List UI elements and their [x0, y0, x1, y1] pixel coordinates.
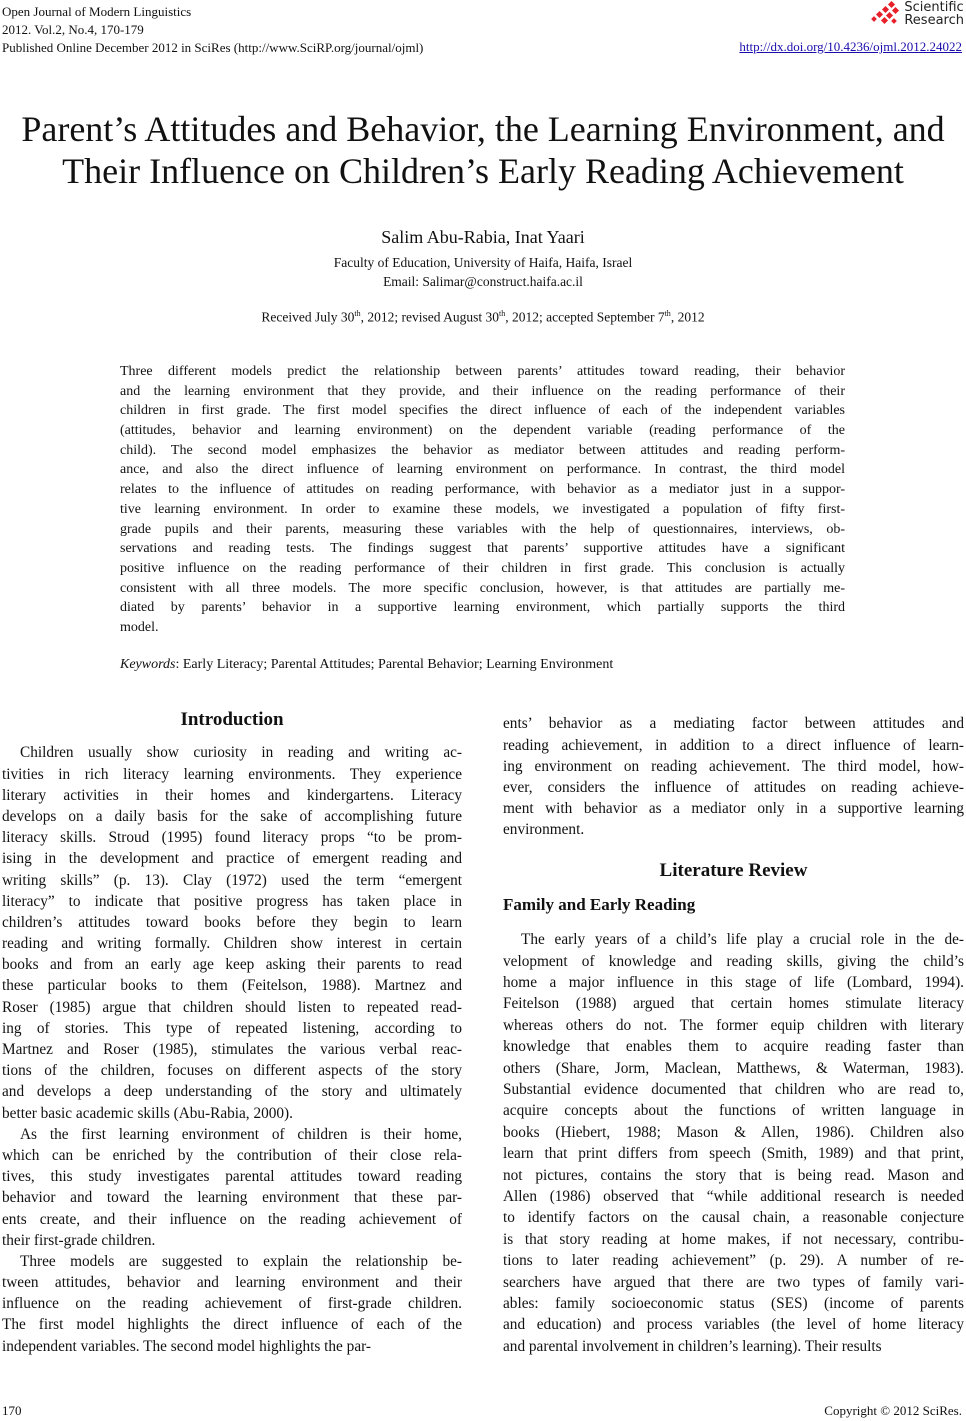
text-line: relates to the influence of attitudes on reading performance, with behavior as a mediator just in a suppor-: [120, 482, 845, 498]
copyright: Copyright © 2012 SciRes.: [824, 1403, 962, 1418]
text-line: ance, and also the direct influence of learning environment on performance. In contrast, the third model: [120, 462, 845, 478]
logo-text: Scientific Research: [904, 0, 964, 28]
text-line: ever, considers the influence of attitudes on reading achieve-: [503, 778, 964, 796]
text-line: their first-grade children.: [2, 1231, 156, 1249]
journal-name: Open Journal of Modern Linguistics: [2, 4, 192, 19]
paper-title: Parent’s Attitudes and Behavior, the Learning Environment, and Their Influence on Children’s Early Reading Achievement: [21, 109, 945, 191]
text-line: Roser (1985) argue that children should listen to repeated read-: [2, 998, 462, 1016]
text-line: velopment of knowledge and reading skills, giving the child’s: [503, 952, 964, 970]
text-line: literacy” to indicate that positive progress has taken place in: [2, 892, 462, 910]
doi-link[interactable]: http://dx.doi.org/10.4236/ojml.2012.24022: [739, 39, 962, 54]
text-line: reading achievement, in addition to a direct influence of learn-: [503, 736, 964, 754]
journal-volume: 2012. Vol.2, No.4, 170-179: [2, 22, 144, 37]
text-line: books and from an early age keep asking their parents to read: [2, 956, 462, 974]
text-line: ents’ behavior as a mediating factor between attitudes and: [503, 715, 964, 733]
text-line: ents create, and their influence on the reading achievement of: [2, 1210, 462, 1228]
text-line: ing environment on reading achievement. The third model, how-: [503, 757, 964, 775]
text-line: influence on the reading achievement of first-grade children.: [2, 1295, 462, 1313]
text-line: tivities in rich literacy learning environments. They experience: [2, 765, 462, 783]
page-number: 170: [2, 1403, 22, 1418]
received-dates: Received July 30th, 2012; revised August 30th, 2012; accepted September 7th, 2012: [261, 309, 705, 325]
text-line: independent variables. The second model highlights the par-: [2, 1337, 371, 1355]
text-line: acquire concepts about the functions of written language in: [503, 1102, 964, 1120]
diamond-cluster-icon: [871, 1, 901, 27]
text-line: learn that print differs from speech (Smith, 1989) and that print,: [503, 1145, 964, 1163]
journal-header: [2, 3, 423, 57]
text-line: and the learning environment that they provide, and their influence on the reading performance of their: [120, 383, 845, 399]
text-line: whereas others do not. The former equip children with literary: [503, 1016, 964, 1034]
text-line: Three models are suggested to explain the relationship be-: [20, 1252, 462, 1270]
text-line: and develops a deep understanding of the story and ultimately: [2, 1083, 462, 1101]
published-info: Published Online December 2012 in SciRes (http://www.SciRP.org/journal/ojml): [2, 40, 424, 55]
text-line: (attitudes, behavior and learning environment) on the dependent variable (reading performance of the: [120, 423, 845, 439]
text-line: better basic academic skills (Abu-Rabia, 2000).: [2, 1104, 293, 1122]
text-line: model.: [120, 619, 159, 635]
right-column-text: [503, 929, 964, 1357]
text-line: knowledge that enables them to acquire reading faster than: [503, 1038, 964, 1056]
text-line: children in first grade. The first model specifies the direct influence of each of the independent variables: [120, 403, 845, 419]
text-line: servations and reading tests. The findings suggest that parents’ supportive attitudes have a significant: [120, 541, 845, 557]
section-heading-introduction: Introduction: [180, 709, 284, 730]
text-line: Allen (1986) observed that “while additional research is needed: [503, 1187, 964, 1205]
text-line: Martnez and Roser (1985), stimulates the various verbal reac-: [2, 1041, 462, 1059]
text-line: not pictures, contains the story that is being read. Mason and: [503, 1166, 964, 1184]
text-line: which can be enriched by the contribution of their close rela-: [2, 1146, 462, 1164]
text-line: Children usually show curiosity in reading and writing ac-: [20, 744, 462, 762]
text-line: ising in the development and practice of emergent reading and: [2, 850, 462, 868]
text-line: tives, this study investigates parental attitudes toward reading: [2, 1168, 462, 1186]
text-line: environment.: [503, 821, 585, 839]
text-line: positive influence on the reading performance of their children in first grade. This conclusion is actually: [120, 560, 845, 576]
text-line: writing skills” (p. 13). Clay (1972) used the term “emergent: [2, 871, 462, 889]
section-heading-literature-review: Literature Review: [659, 860, 808, 881]
text-line: behavior and toward the learning environment that these par-: [2, 1189, 462, 1207]
text-line: tive learning environment. In order to examine these models, we investigated a population of fifty first-: [120, 501, 845, 517]
text-line: consistent with all three models. The more specific conclusion, however, is that attitudes are partially me-: [120, 580, 845, 596]
text-line: searchers have argued that there are two types of family vari-: [503, 1273, 964, 1291]
text-line: and education) and process variables (the level of home literacy: [503, 1316, 964, 1334]
text-line: to identify factors on the causal chain, a reasonable conjecture: [503, 1209, 964, 1227]
affiliation: Faculty of Education, University of Haifa, Haifa, Israel: [333, 255, 633, 270]
text-line: The early years of a child’s life play a crucial role in the de-: [521, 931, 964, 949]
right-column-continued: [503, 713, 964, 840]
text-line: ing of stories. This type of repeated listening, according to: [2, 1019, 462, 1037]
email: Email: Salimar@construct.haifa.ac.il: [383, 274, 583, 289]
text-line: diated by parents’ behavior in a supportive learning environment, which partially supports the third: [120, 600, 845, 616]
left-column-text: [2, 742, 462, 1356]
text-line: others (Share, Jorm, Maclean, Matthews, & Waterman, 1983).: [503, 1059, 964, 1077]
publisher-logo: [871, 1, 964, 27]
subsection-heading: Family and Early Reading: [503, 895, 696, 914]
text-line: develops on a daily basis for the sake of accomplishing future: [2, 807, 462, 825]
text-line: Three different models predict the relationship between parents’ attitudes toward reading, their behavior: [120, 364, 845, 379]
authors: Salim Abu-Rabia, Inat Yaari: [381, 227, 585, 247]
text-line: As the first learning environment of children is their home,: [20, 1125, 462, 1143]
text-line: literacy skills. Stroud (1995) found literacy props “to be prom-: [2, 829, 462, 847]
text-line: children’s attitudes toward books before they begin to learn: [2, 913, 462, 931]
text-line: ables: family socioeconomic status (SES) (income of parents: [503, 1294, 964, 1312]
text-line: tions to later reading achievement” (p. 29). A number of re-: [503, 1252, 964, 1270]
keywords: Keywords: Early Literacy; Parental Attitudes; Parental Behavior; Learning Environment: [120, 657, 614, 672]
text-line: reading and writing formally. Children show interest in certain: [2, 935, 462, 953]
text-line: ment with behavior as a mediator only in a supportive learning: [503, 800, 964, 818]
text-line: tween attitudes, behavior and learning environment and their: [2, 1274, 462, 1292]
text-line: child). The second model emphasizes the behavior as mediator between attitudes and reading perform-: [120, 442, 845, 458]
text-line: literary activities in their homes and kindergartens. Literacy: [2, 786, 462, 804]
text-line: these particular books to them (Feitelson, 1988). Martnez and: [2, 977, 462, 995]
text-line: tions of the children, focuses on different aspects of the story: [2, 1062, 462, 1080]
text-line: is that story reading at home makes, if not necessary, contribu-: [503, 1230, 964, 1248]
text-line: and parental involvement in children’s learning). Their results: [503, 1337, 882, 1355]
text-line: The first model highlights the direct influence of each of the: [2, 1316, 462, 1334]
abstract: [120, 362, 845, 638]
text-line: grade pupils and their parents, measuring these variables with the help of questionnaires, interviews, ob-: [120, 521, 845, 537]
text-line: books (Hiebert, 1988; Mason & Allen, 1986). Children also: [503, 1123, 964, 1141]
text-line: Feitelson (1988) argued that certain homes stimulate literacy: [503, 995, 964, 1013]
text-line: home a major influence in this stage of life (Lombard, 1994).: [503, 974, 964, 992]
text-line: Substantial evidence documented that children who are read to,: [503, 1081, 964, 1099]
